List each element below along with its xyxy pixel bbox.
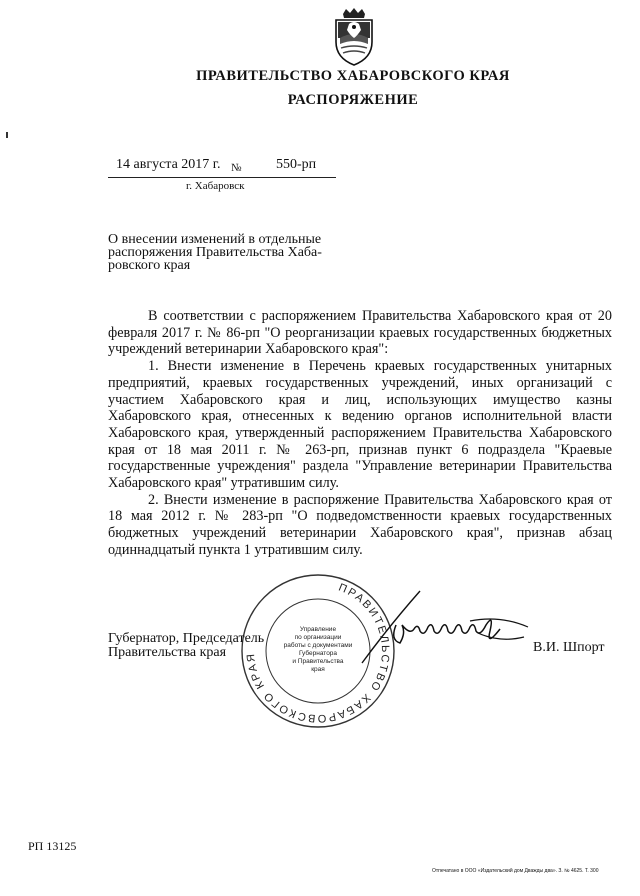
document-subject bbox=[108, 233, 358, 272]
city: г. Хабаровск bbox=[186, 180, 245, 192]
handwritten-signature bbox=[360, 585, 530, 675]
khabarovsk-krai-coat-of-arms-icon bbox=[331, 8, 377, 66]
svg-text:и Правительства: и Правительства bbox=[292, 658, 344, 665]
date-underline bbox=[108, 177, 336, 178]
printer-imprint: Отпечатано в ООО «Издательский дом Дважды два». З. № 4625. Т. 300 bbox=[432, 868, 599, 874]
svg-text:края: края bbox=[311, 666, 325, 673]
document-number: 550-рп bbox=[276, 157, 317, 172]
document-type: РАСПОРЯЖЕНИЕ bbox=[287, 92, 419, 108]
signatory-name: В.И. Шпорт bbox=[533, 640, 605, 655]
margin-mark bbox=[6, 132, 8, 138]
svg-text:Управление: Управление bbox=[299, 626, 337, 633]
position-line: Правительства края bbox=[108, 645, 227, 660]
registration-number: РП 13125 bbox=[28, 839, 77, 853]
svg-text:ПРАВИТЕЛЬСТВО ХАБАРОВСКОГО КРА: ПРАВИТЕЛЬСТВО ХАБАРОВСКОГО КРАЯ bbox=[244, 581, 392, 725]
document-date: 14 августа 2017 г. bbox=[116, 157, 221, 172]
subject-line: О внесении изменений в отдельные bbox=[108, 232, 322, 247]
government-title: ПРАВИТЕЛЬСТВО ХАБАРОВСКОГО КРАЯ bbox=[196, 68, 510, 84]
subject-line: распоряжения Правительства Хаба- bbox=[108, 245, 322, 260]
subject-line: ровского края bbox=[108, 258, 191, 273]
date-number-line bbox=[108, 157, 336, 175]
signatory-position bbox=[108, 632, 264, 660]
body-paragraph-preamble: В соответствии с распоряжением Правительства Хабаровского края от 20 февраля 2017 г. № 86-рп "О реорганизации краевых государственных бюджетных учреждений ветеринарии Хабаровского края": bbox=[108, 308, 612, 358]
body-paragraph-item-2: 2. Внести изменение в распоряжение Правительства Хабаровского края от 18 мая 2012 г. № 283-рп "О подведомственности краевых государственных бюджетных учреждений ветеринарии Хабаровского края", признав абзац одиннадцатый пункта 1 утратившим силу. bbox=[108, 491, 612, 558]
position-line: Губернатор, Председатель bbox=[108, 631, 265, 646]
svg-text:по организации: по организации bbox=[294, 634, 342, 641]
body-paragraph-item-1: 1. Внести изменение в Перечень краевых государственных унитарных предприятий, краевых государственных учреждений, иных организаций с участием Хабаровского края и лиц, использующих имущество казны Хабаровского края, отнесенных к ведению органов исполнительной власти Хабаровского края, утвержденный распоряжением Правительства Хабаровского края от 18 мая 2011 г. № 263-рп, признав пункт 6 подраздела "Краевые государственные учреждения" раздела "Управление ветеринарии Правительства Хабаровского края" утратившим силу. bbox=[108, 358, 612, 492]
svg-text:работы с документами: работы с документами bbox=[283, 642, 353, 649]
svg-text:Губернатора: Губернатора bbox=[298, 650, 338, 657]
document-body bbox=[108, 308, 612, 559]
number-sign: № bbox=[231, 162, 242, 174]
